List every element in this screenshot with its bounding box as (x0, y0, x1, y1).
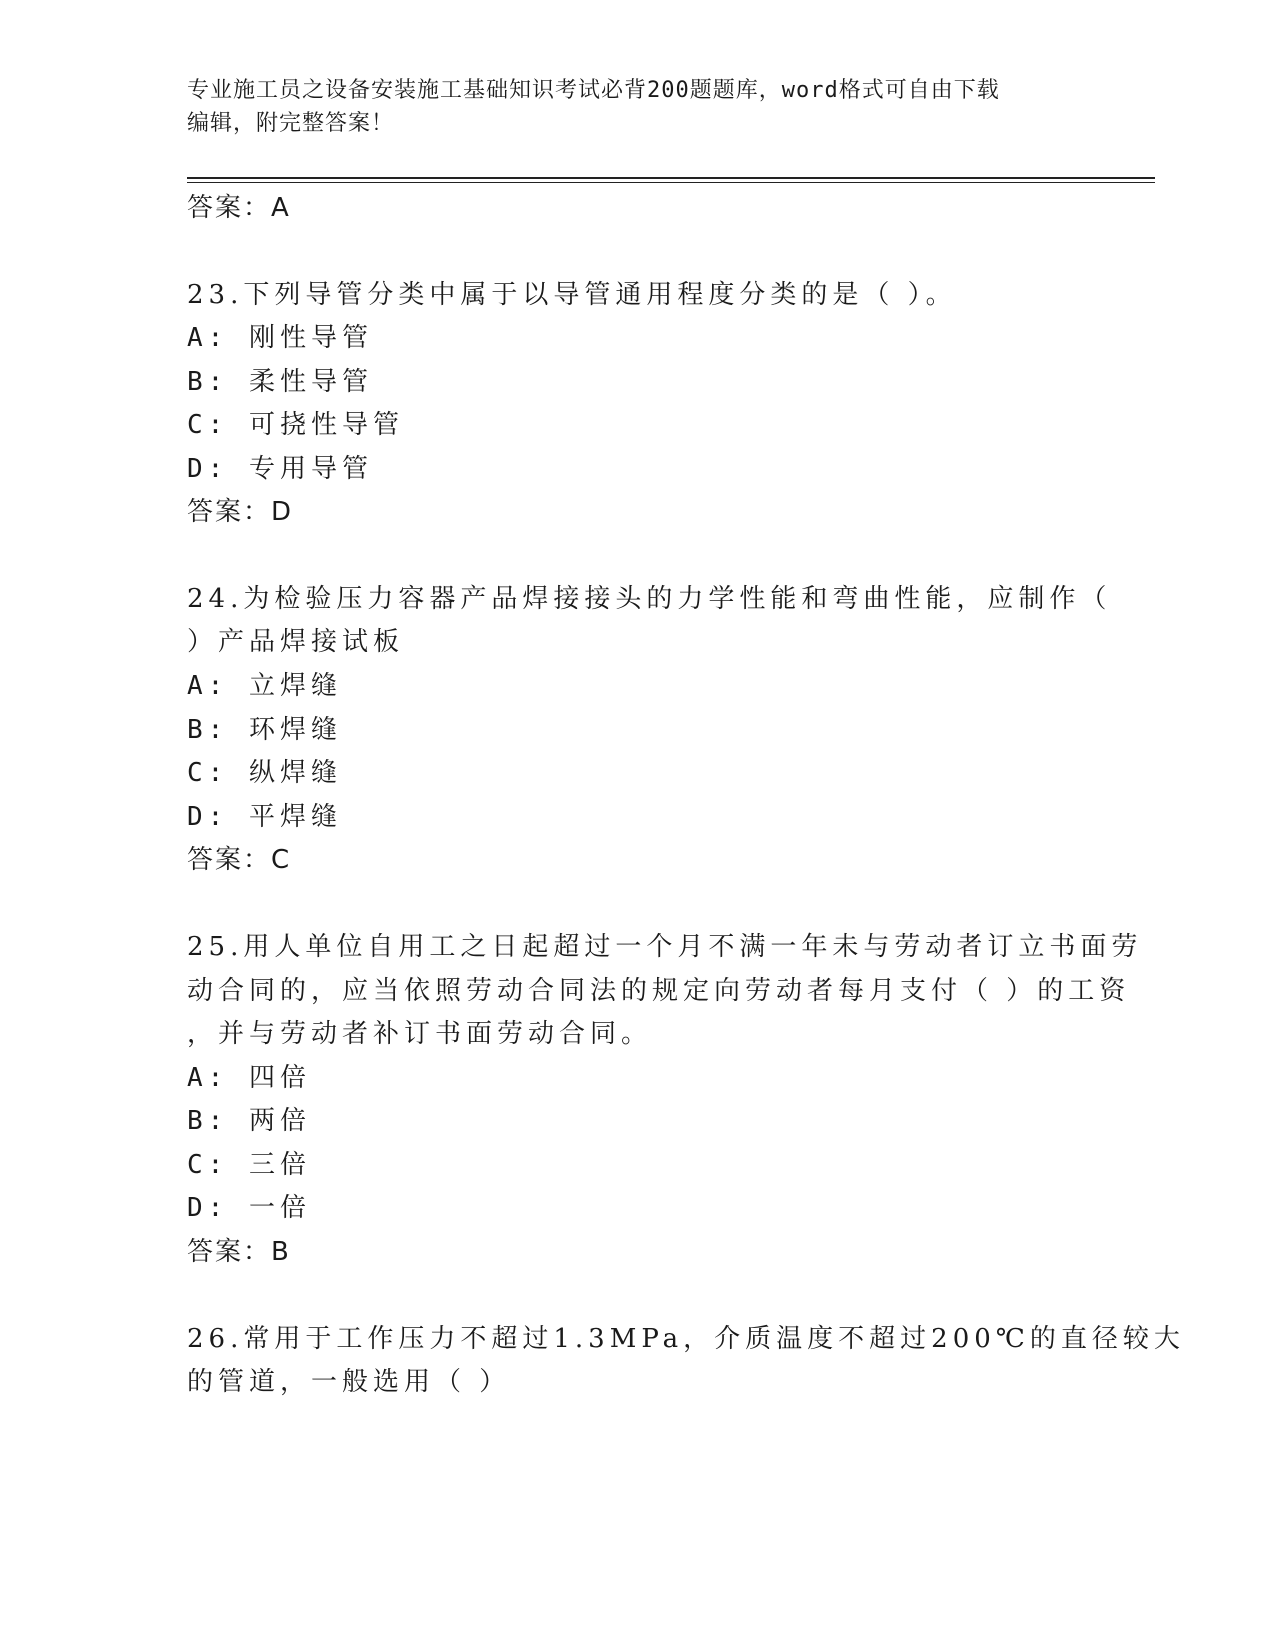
document-header (187, 74, 1067, 140)
question-23-option-c: C: 可挠性导管 (187, 410, 404, 440)
question-24-option-a: A: 立焊缝 (187, 671, 342, 701)
question-26-text-line-2: 的管道，一般选用（ ） (187, 1367, 511, 1397)
question-23-option-d: D: 专用导管 (187, 454, 373, 484)
question-25-text-line-2: 动合同的，应当依照劳动合同法的规定向劳动者每月支付（ ）的工资 (187, 976, 1131, 1006)
question-25-text-line-3: ，并与劳动者补订书面劳动合同。 (187, 1019, 653, 1049)
question-24-text-line-1: 24.为检验压力容器产品焊接接头的力学性能和弯曲性能，应制作（ (187, 584, 1112, 614)
question-26-text-line-1: 26.常用于工作压力不超过1.3MPa，介质温度不超过200℃的直径较大 (187, 1324, 1185, 1354)
question-25-option-a: A: 四倍 (187, 1063, 311, 1093)
question-23-text: 23.下列导管分类中属于以导管通用程度分类的是（ ）。 (187, 280, 957, 310)
question-24-option-c: C: 纵焊缝 (187, 758, 342, 788)
header-divider-thin (187, 182, 1155, 183)
answer-23: 答案：D (187, 497, 294, 527)
answer-24: 答案：C (187, 845, 292, 875)
answer-22: 答案：A (187, 193, 291, 223)
question-24-text-line-2: ）产品焊接试板 (187, 627, 405, 657)
question-25-option-d: D: 一倍 (187, 1193, 311, 1223)
question-25-text-line-1: 25.用人单位自用工之日起超过一个月不满一年未与劳动者订立书面劳 (187, 932, 1143, 962)
question-25-option-b: B: 两倍 (187, 1106, 311, 1136)
header-line-2: 编辑，附完整答案！ (187, 111, 395, 136)
question-24-option-b: B: 环焊缝 (187, 715, 342, 745)
header-divider (187, 177, 1155, 179)
answer-25: 答案：B (187, 1237, 291, 1267)
question-23-option-b: B: 柔性导管 (187, 367, 373, 397)
question-23-option-a: A: 刚性导管 (187, 323, 373, 353)
header-line-1: 专业施工员之设备安装施工基础知识考试必背200题题库，word格式可自由下载 (187, 78, 1000, 103)
question-24-option-d: D: 平焊缝 (187, 802, 342, 832)
question-25-option-c: C: 三倍 (187, 1150, 311, 1180)
